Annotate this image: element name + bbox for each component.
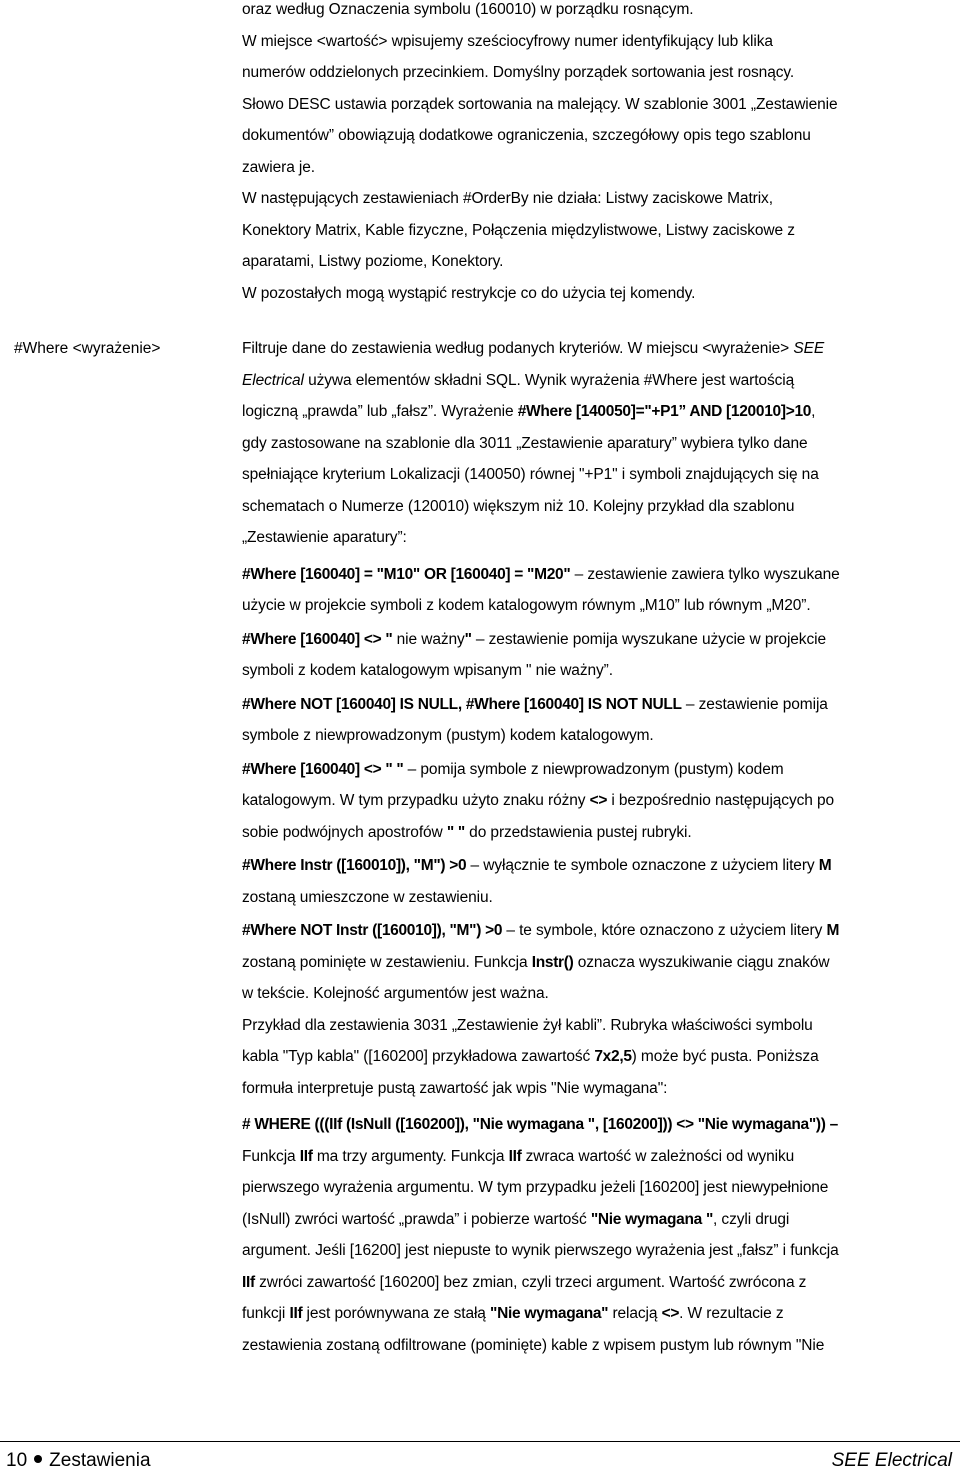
example-iif — [242, 1109, 956, 1361]
text-span: zwraca wartość w zależności od wyniku — [521, 1147, 795, 1165]
text-span: , — [811, 403, 816, 420]
example-or — [242, 559, 956, 622]
code-expression: #Where [160040] = "M10" OR [160040] = "M20" — [242, 565, 571, 583]
text-span: ma trzy argumenty. Funkcja — [312, 1147, 509, 1165]
text-line: dokumentów” obowiązują dodatkowe ograniczenia, szczegółowy opis tego szablonu — [242, 127, 811, 144]
text-span: i bezpośrednio następujących po — [607, 792, 835, 809]
code-expression: <> — [661, 1305, 680, 1322]
text-span: oznacza wyszukiwanie ciągu znaków — [573, 953, 830, 971]
code-expression: #Where Instr ([160010]), "M") >0 — [242, 857, 467, 874]
orderby-exceptions-paragraph — [242, 183, 956, 278]
text-span: nie ważny — [392, 630, 465, 648]
text-line: formuła interpretuje pustą zawartość jak wpis "Nie wymagana": — [242, 1079, 668, 1097]
code-expression: " — [464, 630, 472, 648]
text-line: spełniające kryterium Lokalizacji (140050) równej "+P1" i symboli znajdujących się na — [242, 466, 819, 483]
text-line: Przykład dla zestawienia 3031 „Zestawienie żył kabli”. Rubryka właściwości symbolu — [242, 1016, 813, 1034]
text-span: funkcji — [242, 1305, 290, 1322]
text-span: Filtruje dane do zestawienia według podanych kryteriów. W miejscu <wyrażenie> — [242, 340, 794, 357]
text-span: do przedstawienia pustej rubryki. — [464, 823, 692, 841]
footer-divider — [0, 1441, 960, 1442]
text-line: Słowo DESC ustawia porządek sortowania na malejący. W szablonie 3001 „Zestawienie — [242, 95, 838, 113]
text-span: relacją — [608, 1305, 662, 1322]
section-title: Zestawienia — [49, 1450, 151, 1471]
text-line: gdy zastosowane na szablonie dla 3011 „Zestawienie aparatury” wybiera tylko dane — [242, 434, 808, 452]
text-line: w tekście. Kolejność argumentów jest ważna. — [242, 985, 549, 1002]
text-line: oraz według Oznaczenia symbolu (160010) w porządku rosnącym. — [242, 1, 694, 18]
text-line: zestawienia zostaną odfiltrowane (pominięte) kable z wpisem pustym lub równym "Nie — [242, 1336, 825, 1354]
code-expression: <> — [589, 792, 608, 809]
text-span: – te symbole, które oznaczono z użyciem litery — [502, 922, 827, 939]
code-expression: " " — [446, 823, 465, 841]
where-intro-paragraph — [242, 333, 956, 554]
text-span: . W rezultacie z — [679, 1305, 784, 1322]
text-span: ) może być pusta. Poniższa — [631, 1048, 819, 1065]
text-span: Funkcja — [242, 1147, 300, 1165]
code-expression: #Where [140050]="+P1” AND [120010]>10 — [517, 403, 812, 420]
footer-product-name: SEE Electrical — [831, 1450, 952, 1471]
product-name: Electrical — [242, 371, 304, 389]
text-line: zawiera je. — [242, 158, 315, 176]
text-line: argument. Jeśli [16200] jest niepuste to wynik pierwszego wyrażenia jest „fałsz” i funkcja — [242, 1242, 839, 1259]
text-span: – wyłącznie te symbole oznaczone z użyciem litery — [466, 857, 819, 874]
text-line: aparatami, Listwy poziome, Konektory. — [242, 253, 504, 270]
example-not-instr — [242, 915, 956, 1010]
text-line: zostaną umieszczone w zestawieniu. — [242, 888, 493, 906]
code-expression: Instr() — [531, 953, 574, 971]
text-span: , czyli drugi — [713, 1210, 790, 1228]
code-expression: M — [818, 857, 832, 874]
text-line: Konektory Matrix, Kable fizyczne, Połączenia międzylistwowe, Listwy zaciskowe z — [242, 221, 795, 239]
code-expression: IIf — [299, 1147, 313, 1165]
text-line: numerów oddzielonych przecinkiem. Domyślny porządek sortowania jest rosnący. — [242, 64, 795, 81]
sorting-description — [242, 0, 956, 309]
orderby-paragraph — [242, 0, 956, 183]
text-line: użycie w projekcie symboli z kodem katalogowym równym „M10” lub równym „M20”. — [242, 597, 811, 614]
text-line: „Zestawienie aparatury”: — [242, 529, 407, 546]
restrictions-note: W pozostałych mogą wystąpić restrykcje co do użycia tej komendy. — [242, 284, 696, 302]
where-term: #Where <wyrażenie> — [14, 340, 161, 357]
code-expression: IIf — [289, 1305, 303, 1322]
text-span: logiczną „prawda” lub „fałsz”. Wyrażenie — [242, 403, 518, 420]
text-line: symboli z kodem katalogowym wpisanym " nie ważny”. — [242, 662, 613, 679]
text-span: zostaną pominięte w zestawieniu. Funkcja — [242, 953, 532, 971]
text-span: – pomija symbole z niewprowadzonym (pustym) kodem — [403, 760, 784, 778]
example-not-equal — [242, 624, 956, 687]
text-span: jest porównywana ze stałą — [302, 1305, 491, 1322]
example-instr — [242, 850, 956, 913]
text-line: pierwszego wyrażenia argumentu. W tym przypadku jeżeli [160200] jest niewypełnione — [242, 1179, 829, 1196]
text-span: – zestawienie pomija — [681, 695, 828, 713]
where-description — [242, 333, 956, 1361]
text-span: (IsNull) zwróci wartość „prawda” i pobierze wartość — [242, 1210, 591, 1228]
page-number: 10 — [6, 1450, 28, 1471]
text-line: schematach o Numerze (120010) większym niż 10. Kolejny przykład dla szablonu — [242, 497, 795, 515]
text-line: W następujących zestawieniach #OrderBy nie działa: Listwy zaciskowe Matrix, — [242, 190, 773, 207]
code-expression: 7x2,5 — [594, 1048, 632, 1065]
text-line: symbole z niewprowadzonym (pustym) kodem katalogowym. — [242, 727, 654, 744]
code-expression: #Where [160040] <> " — [242, 630, 393, 648]
text-span: kabla "Typ kabla" ([160200] przykładowa zawartość — [242, 1048, 595, 1065]
text-span: – zestawienie zawiera tylko wyszukane — [570, 565, 840, 583]
product-name: SEE — [793, 340, 825, 357]
code-expression: M — [826, 922, 840, 939]
text-span: – zestawienie pomija wyszukane użycie w projekcie — [471, 630, 826, 648]
text-span: zwróci zawartość [160200] bez zmian, czyli trzeci argument. Wartość zwrócona z — [254, 1273, 807, 1291]
footer-left — [6, 1449, 151, 1473]
text-span: sobie podwójnych apostrofów — [242, 823, 447, 841]
code-expression: #Where [160040] <> " " — [242, 760, 404, 778]
code-expression: #Where NOT [160040] IS NULL, #Where [160040] IS NOT NULL — [242, 695, 682, 713]
code-expression: IIf — [242, 1273, 255, 1291]
example-cable-intro — [242, 1010, 956, 1105]
example-empty-string — [242, 754, 956, 849]
code-expression: "Nie wymagana" — [490, 1305, 609, 1322]
text-span: katalogowym. W tym przypadku użyto znaku różny — [242, 792, 590, 809]
bullet-icon — [34, 1455, 42, 1463]
code-expression: #Where NOT Instr ([160010]), "M") >0 — [242, 922, 503, 939]
text-span: używa elementów składni SQL. Wynik wyrażenia #Where jest wartością — [303, 371, 795, 389]
code-expression: # WHERE (((IIf (IsNull ([160200]), "Nie wymagana ", [160200])) <> "Nie wymagana")) – — [242, 1116, 838, 1133]
example-is-null — [242, 689, 956, 752]
text-line: W miejsce <wartość> wpisujemy sześciocyfrowy numer identyfikujący lub klika — [242, 32, 773, 50]
code-expression: "Nie wymagana " — [590, 1210, 713, 1228]
code-expression: IIf — [508, 1147, 522, 1165]
